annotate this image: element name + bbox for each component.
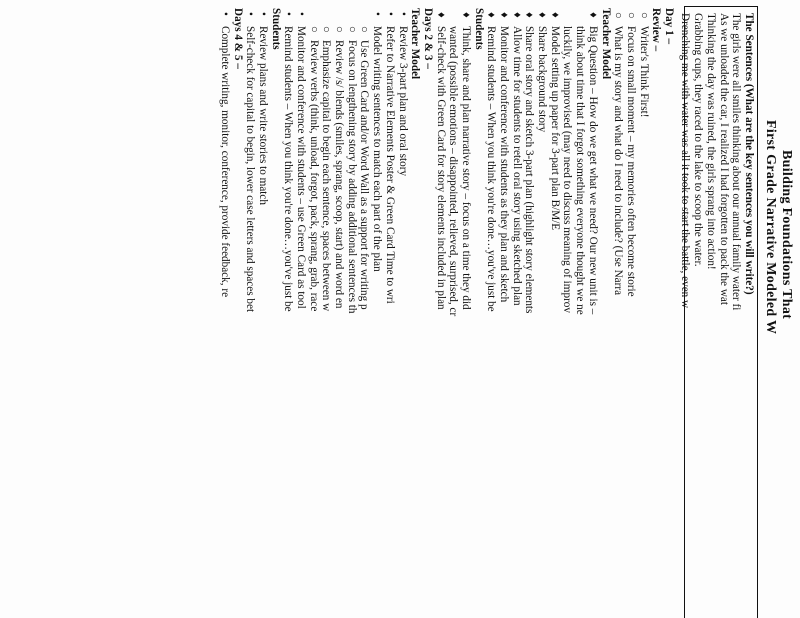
list-item bbox=[294, 8, 307, 618]
section-heading bbox=[472, 8, 485, 618]
line-text: Remind students – When you think you're done…you've just be bbox=[485, 26, 498, 312]
list-item bbox=[256, 8, 269, 618]
list-item bbox=[244, 8, 257, 618]
list-item bbox=[548, 8, 561, 618]
line-text: luckily, we improvised (may need to discuss meaning of improv bbox=[561, 26, 574, 313]
bullet-icon: ♦ bbox=[510, 12, 523, 18]
bullet-icon: ♦ bbox=[523, 12, 536, 18]
list-item bbox=[586, 8, 599, 618]
bullet-icon: ♦ bbox=[586, 12, 599, 18]
line-text: Review verbs (think, unload, forgot, pack, sprang, grab, race bbox=[307, 40, 320, 312]
line-text: Share oral story and sketch 3-part plan (highlight story elements bbox=[523, 26, 536, 314]
list-item bbox=[523, 8, 536, 618]
line-text: Allow time for students to retell oral story using sketched plan bbox=[510, 26, 523, 306]
sentence-line: As we unloaded the car, I realized I had forgotten to pack the wat bbox=[717, 13, 730, 305]
bullet-icon: • bbox=[371, 12, 384, 16]
section-heading bbox=[662, 8, 675, 618]
line-text: Days 2 & 3 – bbox=[421, 8, 434, 69]
section-heading bbox=[231, 8, 244, 618]
document-subtitle: First Grade Narrative Modeled W bbox=[763, 120, 778, 335]
line-text: Complete writing, monitor, conference, provide feedback, re bbox=[218, 26, 231, 298]
bullet-icon: • bbox=[295, 12, 308, 16]
line-text: Students bbox=[269, 8, 282, 50]
list-item bbox=[497, 8, 510, 618]
bullet-icon: • bbox=[244, 12, 257, 16]
section-heading bbox=[409, 8, 422, 618]
line-text: Self-check with Green Card for story elements included in plan bbox=[434, 26, 447, 310]
line-text: Review 3-part plan and oral story bbox=[396, 26, 409, 177]
line-text: Self-check for capital to begin, lower case letters and spaces bet bbox=[244, 26, 257, 313]
section-heading bbox=[599, 8, 612, 618]
sentence-line: Grabbing cups, they raced to the lake to scoop the water. bbox=[692, 13, 705, 267]
line-text: Monitor and conference with students – use Green Card as tool bbox=[295, 26, 308, 309]
bullet-icon: ○ bbox=[320, 26, 333, 33]
section-heading bbox=[650, 8, 663, 618]
sentence-line: Drenching me with water was all it took to start the battle, even w bbox=[679, 13, 692, 309]
list-item bbox=[535, 8, 548, 618]
bullet-icon: ○ bbox=[612, 12, 625, 19]
line-text: Teacher Model bbox=[409, 8, 422, 80]
list-item bbox=[612, 8, 625, 618]
document-title: Building Foundations That bbox=[779, 150, 794, 320]
line-text: Emphasize capital to begin each sentence, spaces between w bbox=[320, 40, 333, 312]
sentence-line: The girls were all smiles thinking about our annual family water fi bbox=[730, 13, 743, 311]
list-item bbox=[320, 8, 333, 618]
line-text: Remind students – When you think you're done…you've just be bbox=[282, 26, 295, 312]
line-text: What is my story and what do I need to include? (Use Narra bbox=[612, 26, 625, 296]
line-text: Students bbox=[472, 8, 485, 50]
line-text: Big Question – How do we get what we need? Our new unit is – bbox=[586, 26, 599, 315]
section-heading bbox=[269, 8, 282, 618]
line-text: Share background story bbox=[536, 26, 549, 133]
list-item bbox=[637, 8, 650, 618]
bullet-icon: • bbox=[282, 12, 295, 16]
list-item bbox=[396, 8, 409, 618]
line-text: Review /s/ blends (smiles, sprang, scoop, start) and word en bbox=[333, 40, 346, 309]
line-text: Use Green Card and/or Word Wall as a support for writing p bbox=[358, 40, 371, 310]
line-text: Monitor and conference with students as they plan and sketch bbox=[498, 26, 511, 303]
bullet-icon: ○ bbox=[333, 26, 346, 33]
line-text: Refer to Narrative Elements Poster & Green Card Time to wri bbox=[383, 26, 396, 304]
sentence-line: Thinking the day was ruined, the girls sprang into action! bbox=[704, 13, 717, 270]
list-item bbox=[574, 8, 587, 618]
bullet-icon: ○ bbox=[307, 26, 320, 33]
list-item bbox=[561, 8, 574, 618]
list-item bbox=[218, 8, 231, 618]
bullet-icon: ♦ bbox=[498, 12, 511, 18]
bullet-icon: ♦ bbox=[548, 12, 561, 18]
list-item bbox=[510, 8, 523, 618]
bullet-icon: ♦ bbox=[485, 12, 498, 18]
sentences-box bbox=[679, 6, 758, 618]
line-text: think about time that I forgot something everyone thought we ne bbox=[574, 26, 587, 315]
line-text: Focus on lengthening story by adding additional sentences th bbox=[345, 40, 358, 314]
list-item bbox=[434, 8, 447, 618]
section-heading bbox=[421, 8, 434, 618]
list-item bbox=[459, 8, 472, 618]
bullet-icon: • bbox=[383, 12, 396, 16]
bullet-icon: • bbox=[257, 12, 269, 16]
line-text: Days 4 & 5 – bbox=[231, 8, 244, 69]
bullet-icon: ○ bbox=[624, 12, 637, 19]
list-item bbox=[282, 8, 295, 618]
line-text: Model setting up paper for 3-part plan B/M/E bbox=[548, 26, 561, 231]
sentences-heading: The Sentences (What are the key sentences you will write?) bbox=[743, 13, 755, 295]
list-item bbox=[345, 8, 358, 618]
list-item bbox=[624, 8, 637, 618]
list-item bbox=[332, 8, 345, 618]
list-item bbox=[358, 8, 371, 618]
line-text: wanted (possible emotions – disappointed, relieved, surprised, cr bbox=[447, 26, 460, 317]
bullet-icon: ♦ bbox=[434, 12, 447, 18]
line-text: Review plans and write stories to match bbox=[257, 26, 269, 205]
list-item bbox=[371, 8, 384, 618]
bullet-icon: ♦ bbox=[460, 12, 472, 18]
bullet-icon: • bbox=[396, 12, 409, 16]
bullet-icon: ○ bbox=[637, 12, 650, 19]
bullet-icon: ○ bbox=[358, 26, 371, 33]
line-text: Day 1 – bbox=[663, 8, 675, 45]
bullet-icon: ♦ bbox=[536, 12, 549, 18]
list-item bbox=[307, 8, 320, 618]
bullet-icon: • bbox=[218, 12, 231, 16]
list-item bbox=[447, 8, 460, 618]
list-item bbox=[383, 8, 396, 618]
line-text: Focus on small moment – my memories often become storie bbox=[624, 26, 637, 297]
line-text: Model writing sentences to match each part of the plan bbox=[371, 26, 384, 272]
bullet-icon: ○ bbox=[345, 26, 358, 33]
line-text: Think, share and plan narrative story – focus on a time they did bbox=[460, 26, 472, 310]
line-text: Review – bbox=[650, 8, 663, 52]
line-text: Writer's Think First! bbox=[637, 26, 650, 118]
lesson-body bbox=[218, 8, 675, 618]
list-item bbox=[485, 8, 498, 618]
line-text: Teacher Model bbox=[599, 8, 612, 80]
